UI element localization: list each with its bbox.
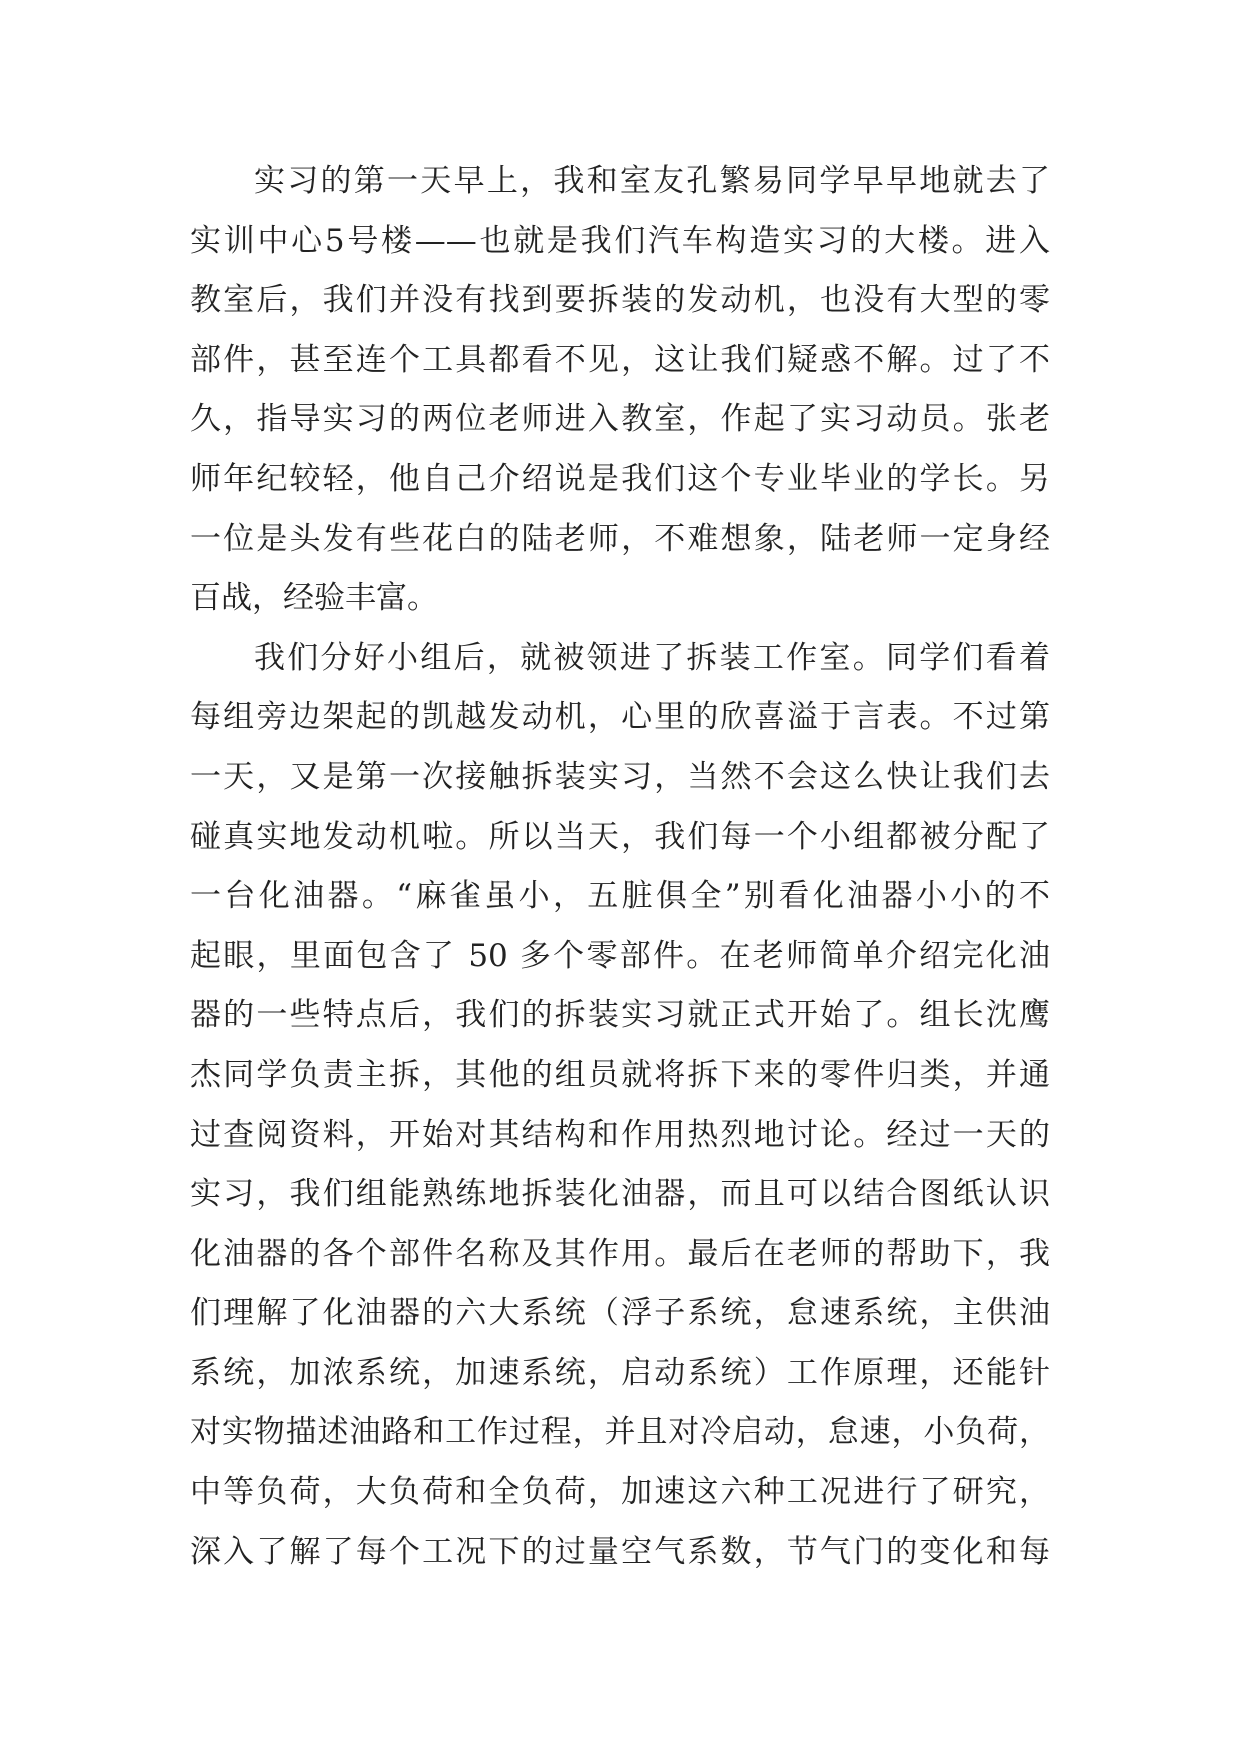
text-line: 教室后，我们并没有找到要拆装的发动机，也没有大型的零 xyxy=(190,282,1050,319)
text-line: 碰真实地发动机啦。所以当天，我们每一个小组都被分配了 xyxy=(190,818,1050,855)
document-body xyxy=(190,152,1050,1582)
paragraph xyxy=(190,152,1050,629)
text-line: 实训中心5号楼——也就是我们汽车构造实习的大楼。进入 xyxy=(190,222,1050,259)
text-line: 对实物描述油路和工作过程，并且对冷启动，怠速，小负荷， xyxy=(190,1414,1050,1451)
text-line: 一台化油器。“麻雀虽小，五脏俱全”别看化油器小小的不 xyxy=(190,878,1050,915)
text-line: 系统，加浓系统，加速系统，启动系统）工作原理，还能针 xyxy=(190,1354,1050,1391)
text-line: 我们分好小组后，就被领进了拆装工作室。同学们看着 xyxy=(254,639,1050,676)
text-line: 师年纪较轻，他自己介绍说是我们这个专业毕业的学长。另 xyxy=(190,460,1050,497)
text-line: 久，指导实习的两位老师进入教室，作起了实习动员。张老 xyxy=(190,401,1050,438)
text-line: 实习的第一天早上，我和室友孔繁易同学早早地就去了 xyxy=(254,163,1050,199)
paragraph xyxy=(190,629,1050,1583)
text-line: 每组旁边架起的凯越发动机，心里的欣喜溢于言表。不过第 xyxy=(190,699,1050,736)
text-line: 实习，我们组能熟练地拆装化油器，而且可以结合图纸认识 xyxy=(190,1176,1050,1213)
text-line: 一位是头发有些花白的陆老师，不难想象，陆老师一定身经 xyxy=(190,520,1050,557)
text-line: 部件，甚至连个工具都看不见，这让我们疑惑不解。过了不 xyxy=(190,341,1050,378)
text-line: 过查阅资料，开始对其结构和作用热烈地讨论。经过一天的 xyxy=(190,1116,1050,1153)
text-line: 们理解了化油器的六大系统（浮子系统，怠速系统，主供油 xyxy=(190,1295,1050,1332)
text-line: 杰同学负责主拆，其他的组员就将拆下来的零件归类，并通 xyxy=(190,1056,1050,1093)
text-line: 百战，经验丰富。 xyxy=(190,580,438,617)
text-line: 深入了解了每个工况下的过量空气系数，节气门的变化和每 xyxy=(190,1533,1050,1570)
text-line: 一天，又是第一次接触拆装实习，当然不会这么快让我们去 xyxy=(190,758,1050,795)
text-line: 起眼，里面包含了 50 多个零部件。在老师简单介绍完化油 xyxy=(190,937,1050,974)
text-line: 器的一些特点后，我们的拆装实习就正式开始了。组长沈鹰 xyxy=(190,997,1050,1034)
text-line: 化油器的各个部件名称及其作用。最后在老师的帮助下，我 xyxy=(190,1235,1050,1272)
text-line: 中等负荷，大负荷和全负荷，加速这六种工况进行了研究， xyxy=(190,1474,1050,1511)
